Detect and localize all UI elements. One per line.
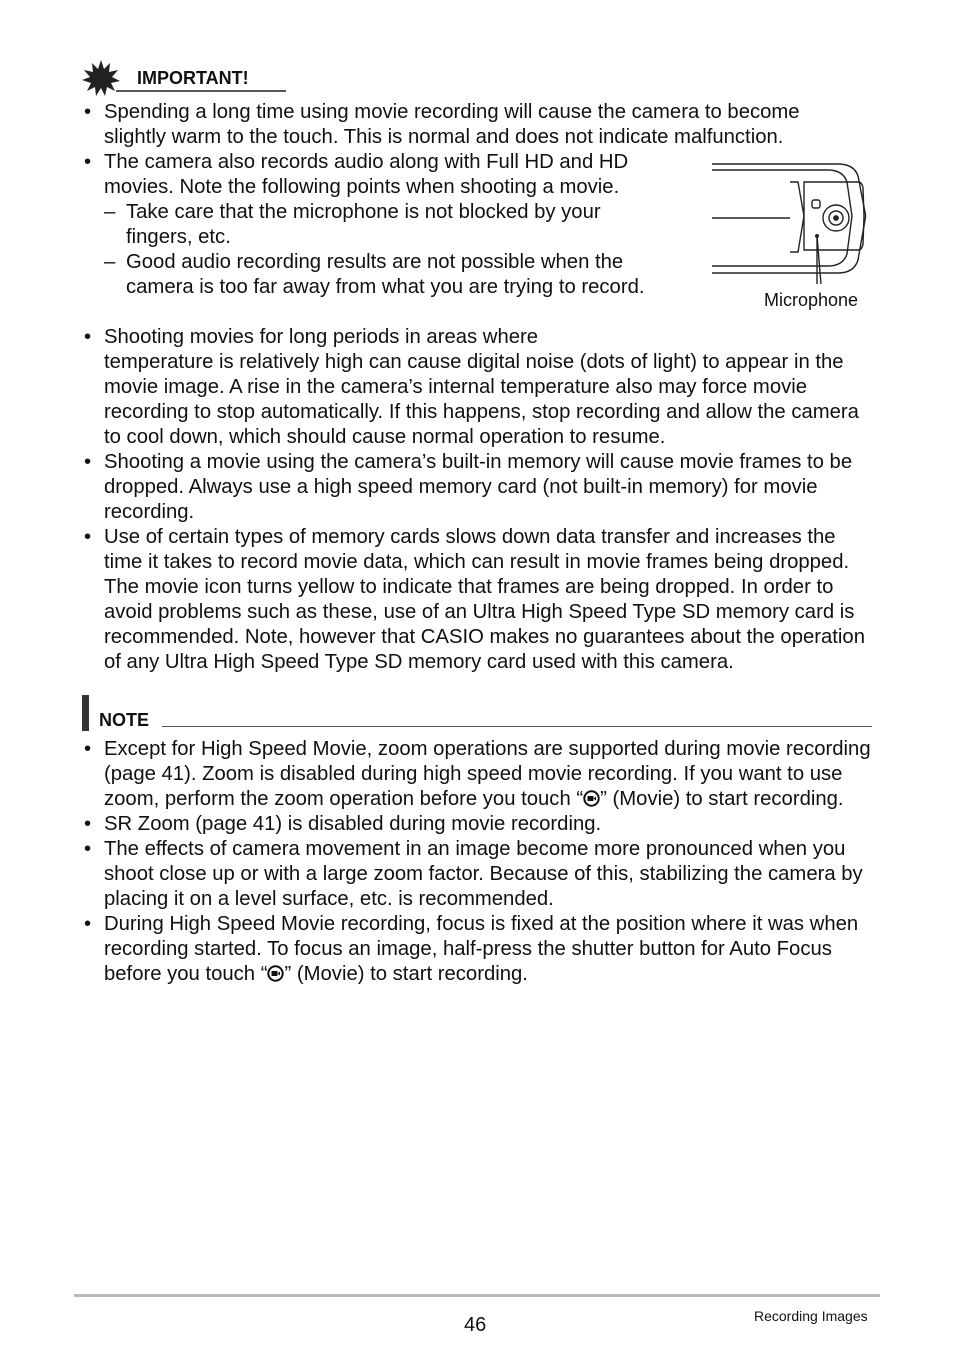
- important-list-3: [84, 450, 874, 675]
- movie-icon: [583, 790, 600, 807]
- list-item: • Spending a long time using movie recording will cause the camera to become slightly warm to the touch. This is normal and does not indicate malfunction.: [84, 101, 800, 148]
- section-title: Recording Images: [754, 1308, 868, 1324]
- sub-list: [104, 200, 664, 300]
- important-heading: IMPORTANT!: [137, 68, 249, 88]
- page-number: 46: [464, 1314, 487, 1336]
- list-item: • During High Speed Movie recording, focus is fixed at the position where it was when recording started. To focus an image, half-press the shutter button for Auto Focus before you touch “ ” (Movie) to start recording.: [84, 913, 859, 985]
- note-list: [84, 737, 874, 987]
- footer-rule: [74, 1294, 880, 1297]
- starburst-icon: [82, 60, 120, 96]
- list-item: • The effects of camera movement in an image become more pronounced when you shoot close up or with a large zoom factor. Because of this, stabilizing the camera by placing it on a level surface, etc. is recommended.: [84, 838, 863, 910]
- list-item: • SR Zoom (page 41) is disabled during movie recording.: [84, 813, 602, 835]
- important-list-2: [84, 150, 664, 300]
- microphone-figure: [708, 160, 878, 320]
- important-heading-block: [82, 60, 286, 96]
- note-bar-icon: [82, 695, 89, 731]
- sub-list-item: – Take care that the microphone is not blocked by your fingers, etc.: [104, 201, 601, 248]
- note-heading-block: [82, 695, 872, 731]
- heading-underline: [116, 90, 286, 92]
- camera-microphone-illustration: [708, 160, 878, 285]
- list-item: • The camera also records audio along with Full HD and HD movies. Note the following points when shooting a movie. – Take care that the microphone is not blocked by your fingers, etc. – Good audio recording results are not possible when the camera is too far away from what you are trying to record.: [84, 150, 664, 300]
- note-heading: NOTE: [99, 710, 150, 730]
- sub-list-item: – Good audio recording results are not possible when the camera is too far away from what you are trying to record.: [104, 251, 645, 298]
- list-item: • Except for High Speed Movie, zoom operations are supported during movie recording (page 41). Zoom is disabled during high speed movie recording. If you want to use zoom, perform the zoom operation before you touch “ ” (Movie) to start recording.: [84, 738, 871, 810]
- heading-rule: [162, 726, 872, 727]
- movie-icon: [267, 965, 284, 982]
- list-item: • Use of certain types of memory cards slows down data transfer and increases the time it takes to record movie data, which can result in movie frames being dropped. The movie icon turns yellow to indicate that frames are being dropped. In order to avoid problems such as these, use of an Ultra High Speed Type SD memory card is recommended. Note, however that CASIO makes no guarantees about the operation of any Ultra High Speed Type SD memory card used with this camera.: [84, 526, 865, 673]
- list-item: • Shooting a movie using the camera’s built-in memory will cause movie frames to be dropped. Always use a high speed memory card (not built-in memory) for movie recording.: [84, 451, 853, 523]
- list-item: • Shooting movies for long periods in areas where temperature is relatively high can cause digital noise (dots of light) to appear in the movie image. A rise in the camera’s internal temperature also may force movie recording to stop automatically. If this happens, stop recording and allow the camera to cool down, which should cause normal operation to resume.: [84, 326, 859, 448]
- important-list: [84, 100, 844, 150]
- microphone-label: Microphone: [764, 290, 859, 310]
